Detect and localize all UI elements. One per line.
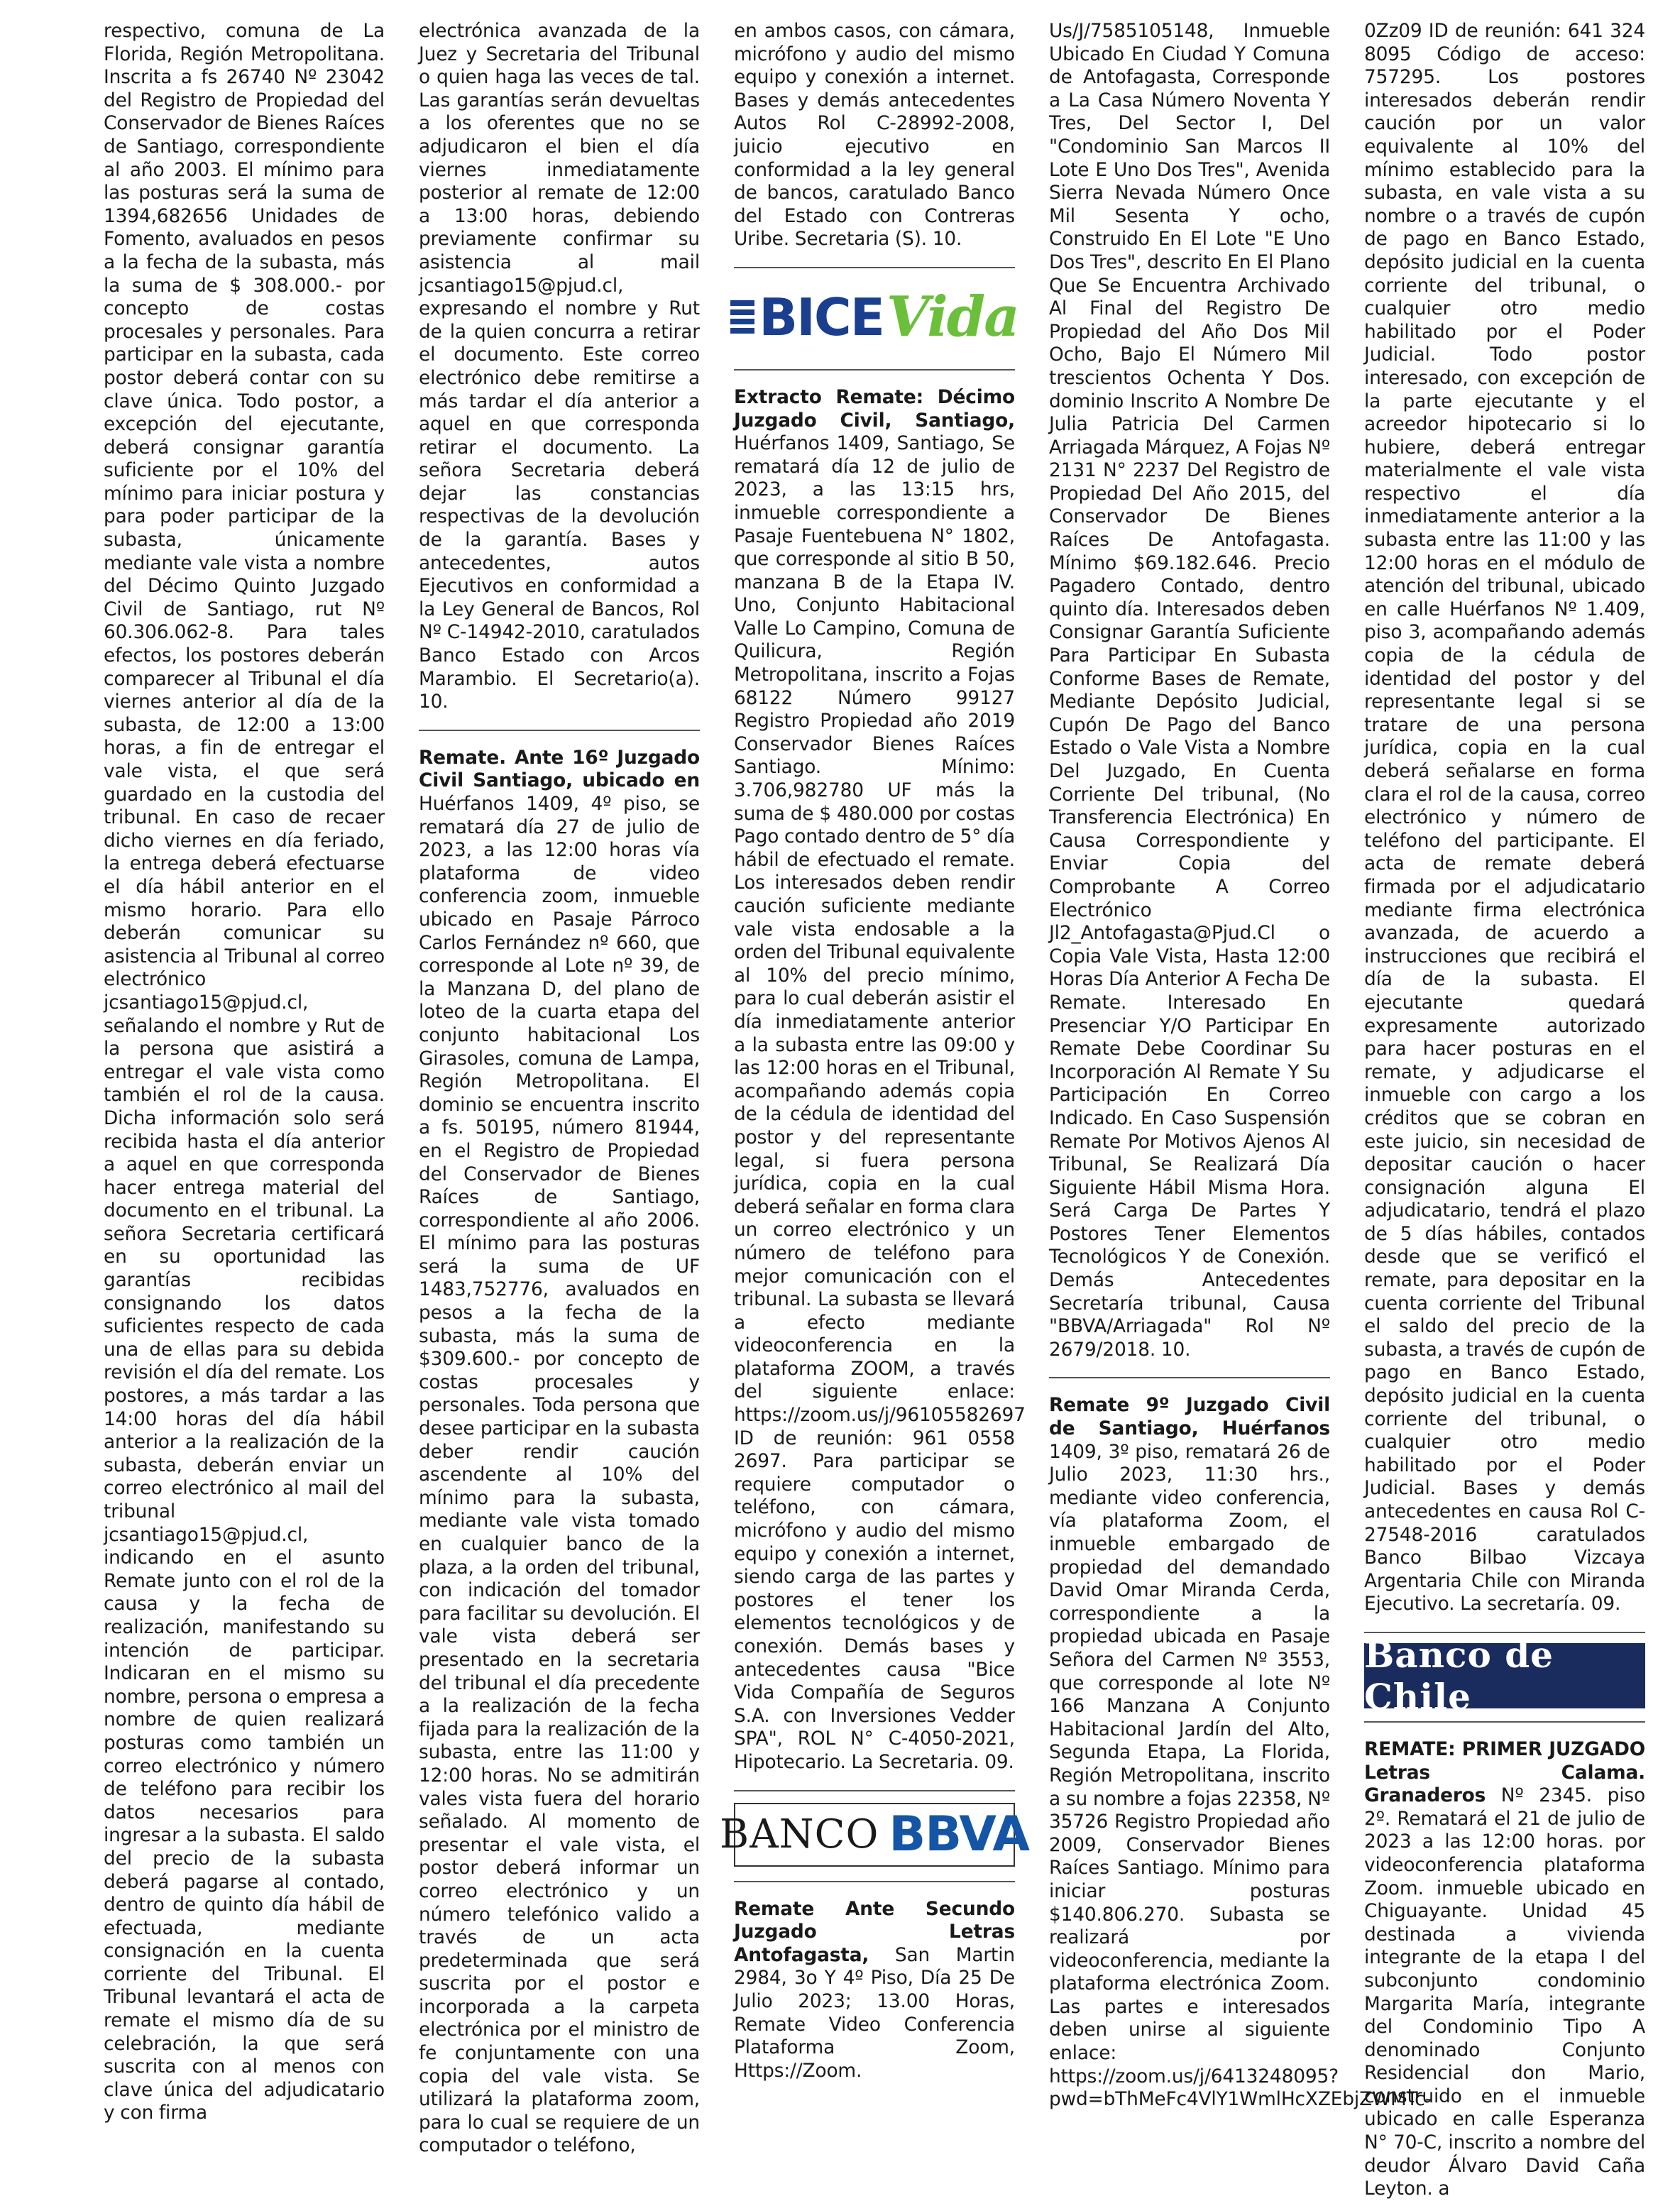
notice-body: Nº 2345. piso 2º. Rematará el 21 de julio de 2023 a las 12:00 horas. por videoconferencia plataforma Zoom. inmueble ubicado en Chiguayante. Unidad 45 destinada a vivienda integrante de la etapa I del subconjunto condominio Margarita María, integrante del Condominio Tipo A denominado Conjunto Residencial don Mario, construido en el inmueble ubicado en calle Esperanza N° 70-C, inscrito a nombre del deudor Álvaro David Caña Leyton. a [1364,1784,1645,2200]
divider [734,369,1015,371]
notice-heading: Extracto Remate: Décimo Juzgado Civil, Santiago, [734,385,1015,432]
notice-text [1364,1738,1645,2201]
logo-word-1: BICE [759,287,884,347]
banco-de-chile-logo [1364,1633,1645,1718]
notice-heading: Remate 9º Juzgado Civil de Santiago, Huérfanos [1049,1394,1330,1440]
divider [1049,1377,1330,1378]
column-2 [419,20,700,2158]
notice-text: electrónica avanzada de la Juez y Secretaria del Tribunal o quien haga las veces de tal. Las garantías serán devueltas a los oferentes que no se adjudicaron el bien el día viernes inmediatamente posterior al remate de 12:00 a 13:00 horas, debiendo previamente confirmar su asistencia al mail jcsantiago15@pjud.cl, expresando el nombre y Rut de la quien concurra a retirar el documento. Este correo electrónico debe remitirse a más tardar el día anterior a aquel en que corresponda retirar el documento. La señora Secretaria deberá dejar las constancias respectivas de la devolución de la garantía. Bases y antecedentes, autos Ejecutivos en conformidad a la Ley General de Bancos, Rol Nº C-14942-2010, caratulados Banco Estado con Arcos Marambio. El Secretario(a). 10. [419,20,700,713]
column-4 [1049,20,1432,2112]
divider [734,1790,1015,1791]
bice-vida-logo [734,278,1019,356]
divider [1364,1632,1645,1633]
notice-body: Huérfanos 1409, 4º piso, se rematará día 27 de julio de 2023, a las 12:00 horas vía plataforma de video conferencia zoom, inmueble ubicado en Pasaje Párroco Carlos Fernández nº 660, que corresponde al Lote nº 39, de la Manzana D, del plano de loteo de la cuarta etapa del conjunto habitacional Los Girasoles, comuna de Lampa, Región Metropolitana. El dominio se encuentra inscrito a fs. 50195, número 81944, en el Registro de Propiedad del Conservador de Bienes Raíces de Santiago, correspondiente al año 2006. El mínimo para las posturas será la suma de UF 1483,752776, avaluados en pesos a la fecha de la subasta, más la suma de $309.600.- por concepto de costas procesales y personales. Toda persona que desee participar en la subasta deber rendir caución ascendente al 10% del mínimo para la subasta, mediante vale vista tomado en cualquier banco de la plaza, a la orden del tribunal, con indicación del tomador para facilitar su devolución. El vale vista deberá ser presentado en la secretaria del tribunal el día precedente a la realización de la fecha fijada para la realización de la subasta, entre las 11:00 y 12:00 horas. No se admitirán vales vista fuera del horario señalado. Al momento de presentar el vale vista, el postor deberá informar un correo electrónico y un número telefónico valido a través de un acta predeterminada que será suscrita por el postor e incorporada a la carpeta electrónica por el ministro de fe conjuntamente con una copia del vale vista. Se utilizará la plataforma zoom, para lo cual se requiere de un computador o teléfono, [419,793,700,2157]
logo-word-2: Vida [886,285,1019,350]
divider [734,1881,1015,1882]
column-3 [720,20,1029,2082]
notice-text [734,1898,1015,2083]
column-1 [104,20,385,2125]
divider [419,730,700,731]
logo-word-1: Banco de Chile [1364,1633,1554,1718]
logo-word-1: BANCO [720,1811,879,1858]
notice-text: 0Zz09 ID de reunión: 641 324 8095 Código de acceso: 757295. Los postores interesados deberán rendir caución por un valor equivalente al 10% del mínimo establecido para la subasta, en vale vista a su nombre o a través de cupón de pago en Banco Estado, depósito judicial en la cuenta corriente del tribunal, o cualquier otro medio habilitado por el Poder Judicial. Todo postor interesado, con excepción de la parte ejecutante y el acreedor hipotecario si lo hubiere, deberá entregar materialmente el vale vista respectivo el día inmediatamente anterior a la subasta entre las 11:00 y las 12:00 horas en el módulo de atención del tribunal, ubicado en calle Huérfanos Nº 1.409, piso 3, acompañando además copia de la cédula de identidad del postor y del representante legal si se tratare de una persona jurídica, copia en la cual deberá señalarse en forma clara el rol de la causa, correo electrónico y número de teléfono del participante. El acta de remate deberá firmada por el adjudicatario mediante firma electrónica avanzada, de acuerdo a instrucciones que recibirá el día de la subasta. El ejecutante quedará expresamente autorizado para hacer posturas en el remate, y adjudicarse el inmueble con cargo a los créditos que se cobran en este juicio, sin necesidad de depositar caución o hacer consignación alguna El adjudicatario, tendrá el plazo de 5 días hábiles, contados desde que se verificó el remate, para depositar en la cuenta corriente del Tribunal el saldo del precio de la subasta, a través de cupón de pago en Banco Estado, depósito judicial en la cuenta corriente del tribunal, o cualquier otro medio habilitado por el Poder Judicial. Bases y demás antecedentes en causa Rol C-27548-2016 caratulados Banco Bilbao Vizcaya Argentaria Chile con Miranda Ejecutivo. La secretaría. 09. [1364,20,1645,1615]
banco-bbva-logo [720,1801,1029,1868]
notice-text: Us/J/7585105148, Inmueble Ubicado En Ciudad Y Comuna de Antofagasta, Corresponde a La Casa Número Noventa Y Tres, Del Sector I, Del "Condominio San Marcos II Lote E Uno Dos Tres", Avenida Sierra Nevada Número Once Mil Sesenta Y ocho, Construido En El Lote "E Uno Dos Tres", descrito En El Plano Que Se Encuentra Archivado Al Final del Registro De Propiedad del Año Dos Mil Ocho, Bajo El Número Mil trescientos Ochenta Y Dos. dominio Inscrito A Nombre De Julia Patricia Del Carmen Arriagada Márquez, A Fojas Nº 2131 N° 2237 Del Registro de Propiedad Del Año 2015, del Conservador De Bienes Raíces De Antofagasta. Mínimo $69.182.646. Precio Pagadero Contado, dentro quinto día. Interesados deben Consignar Garantía Suficiente Para Participar En Subasta Conforme Bases de Remate, Mediante Depósito Judicial, Cupón De Pago del Banco Estado o Vale Vista a Nombre Del Juzgado, En Cuenta Corriente Del tribunal, (No Transferencia Electrónica) En Causa Correspondiente y Enviar Copia del Comprobante A Correo Electrónico Jl2_Antofagasta@Pjud.Cl o Copia Vale Vista, Hasta 12:00 Horas Día Anterior A Fecha De Remate. Interesado En Presenciar Y/O Participar En Remate Debe Coordinar Su Incorporación Al Remate Y Su Participación En Correo Indicado. En Caso Suspensión Remate Por Motivos Ajenos Al Tribunal, Se Realizará Día Siguiente Hábil Misma Hora. Será Carga De Partes Y Postores Tener Elementos Tecnológicos Y de Conexión. Demás Antecedentes Secretaría tribunal, Causa "BBVA/Arriagada" Rol Nº 2679/2018. 10. [1049,20,1330,1361]
column-5 [1364,20,1645,2201]
bars-icon [730,297,754,337]
notice-text [734,385,1026,1774]
notice-body: Huérfanos 1409, Santiago, Se rematará día 12 de julio de 2023, a las 13:15 hrs, inmueble correspondiente a Pasaje Fuentebuena N° 1802, que corresponde al sitio B 50, manzana B de la Etapa IV. Uno, Conjunto Habitacional Valle Lo Campino, Comuna de Quilicura, Región Metropolitana, inscrito a Fojas 68122 Número 99127 Registro Propiedad año 2019 Conservador Bienes Raíces Santiago. Mínimo: 3.706,982780 UF más la suma de $ 480.000 por costas Pago contado dentro de 5° día hábil de efectuado el remate. Los interesados deben rendir caución suficiente mediante vale vista endosable a la orden del Tribunal equivalente al 10% del precio mínimo, para lo cual deberán asistir el día inmediatamente anterior a la subasta entre las 09:00 y las 12:00 horas en el Tribunal, acompañando además copia de la cédula de identidad del postor y del representante legal, si fuera persona jurídica, copia en la cual deberá señalar en forma clara un correo electrónico y un número de teléfono para mejor comunicación con el tribunal. La subasta se llevará a efecto mediante videoconferencia en la plataforma ZOOM, a través del siguiente enlace: https://zoom.us/j/96105582697 ID de reunión: 961 0558 2697. Para participar se requiere computador o teléfono, con cámara, micrófono y audio del mismo equipo y conexión a internet, siendo carga de las partes y postores el tener los elementos tecnológicos y de conexión. Demás bases y antecedentes causa "Bice Vida Compañía de Seguros S.A. con Inversiones Vedder SPA", ROL N° C-4050-2021, Hipotecario. La Secretaria. 09. [734,432,1026,1773]
notice-heading: Remate. Ante 16º Juzgado Civil Santiago, ubicado en [419,746,700,792]
notice-heading: REMATE: PRIMER JUZGADO Letras Calama. Granaderos [1364,1738,1645,1807]
notice-text [1049,1394,1432,2111]
notice-body: 1409, 3º piso, rematará 26 de Julio 2023, 11:30 hrs., mediante video conferencia, vía plataforma Zoom, el inmueble embargado de propiedad del demandado David Omar Miranda Cerda, correspondiente a la propiedad ubicada en Pasaje Señora del Carmen Nº 3553, que corresponde al lote Nº 166 Manzana A Conjunto Habitacional Jardín del Alto, Segunda Etapa, La Florida, Región Metropolitana, inscrito a su nombre a fojas 22358, Nº 35726 Registro Propiedad año 2009, Conservador Bienes Raíces Santiago. Mínimo para iniciar posturas $140.806.270. Subasta se realizará por videoconferencia, mediante la plataforma electrónica Zoom. Las partes e interesados deben unirse al siguiente enlace: https://zoom.us/j/6413248095?pwd=bThMeFc4VlY1WmlHcXZEbjZWMTc- [1049,1440,1432,2111]
divider [734,267,1015,268]
notice-body: San Martin 2984, 3o Y 4º Piso, Día 25 De Julio 2023; 13.00 Horas, Remate Video Conferencia Plataforma Zoom, Https://Zoom. [734,1943,1015,2082]
notice-text: en ambos casos, con cámara, micrófono y audio del mismo equipo y conexión a internet. Bases y demás antecedentes Autos Rol C-28992-2008, juicio ejecutivo en conformidad a la ley general de bancos, caratulado Banco del Estado con Contreras Uribe. Secretaria (S). 10. [734,20,1015,251]
logo-word-2: BBVA [889,1806,1029,1863]
notice-text [419,747,700,2158]
divider [1364,1721,1645,1723]
notice-heading: Remate Ante Secundo Juzgado Letras Antofagasta, [734,1897,1015,1966]
notice-text: respectivo, comuna de La Florida, Región Metropolitana. Inscrita a fs 26740 Nº 23042 del Registro de Propiedad del Conservador de Bienes Raíces de Santiago, correspondiente al año 2003. El mínimo para las posturas será la suma de 1394,682656 Unidades de Fomento, avaluados en pesos a la fecha de la subasta, más la suma de $ 308.000.- por concepto de costas procesales y personales. Para participar en la subasta, cada postor deberá contar con su clave única. Todo postor, a excepción del ejecutante, deberá consignar garantía suficiente por el 10% del mínimo para iniciar postura y para poder participar de la subasta, únicamente mediante vale vista a nombre del Décimo Quinto Juzgado Civil de Santiago, rut Nº 60.306.062-8. Para tales efectos, los postores deberán comparecer al Tribunal el día viernes anterior al día de la subasta, de 12:00 a 13:00 horas, a fin de entregar el vale vista, el que será guardado en la custodia del tribunal. En caso de recaer dicho viernes en día feriado, la entrega deberá efectuarse el día hábil anterior en el mismo horario. Para ello deberán comunicar su asistencia al Tribunal al correo electrónico jcsantiago15@pjud.cl, señalando el nombre y Rut de la persona que asistirá a entregar el vale vista como también el rol de la causa. Dicha información solo será recibida hasta el día anterior a aquel en que corresponda hacer entrega material del documento en el tribunal. La señora Secretaria certificará en su oportunidad las garantías recibidas consignando los datos suficientes respecto de cada una de ellas para su debida revisión el día del remate. Los postores, a más tardar a las 14:00 horas del día hábil anterior a la realización de la subasta, deberán enviar un correo electrónico al mail del tribunal jcsantiago15@pjud.cl, indicando en el asunto Remate junto con el rol de la causa y la fecha de realización, manifestando su intención de participar. Indicaran en el mismo su nombre, persona o empresa a nombre de quien realizará posturas como también un correo electrónico y número de teléfono para recibir los datos necesarios para ingresar a la subasta. El saldo del precio de la subasta deberá pagarse al contado, dentro de quinto día hábil de efectuada, mediante consignación en la cuenta corriente del Tribunal. El Tribunal levantará el acta de remate el mismo día de su celebración, la que será suscrita con al menos con clave única del adjudicatario y con firma [104,20,385,2124]
